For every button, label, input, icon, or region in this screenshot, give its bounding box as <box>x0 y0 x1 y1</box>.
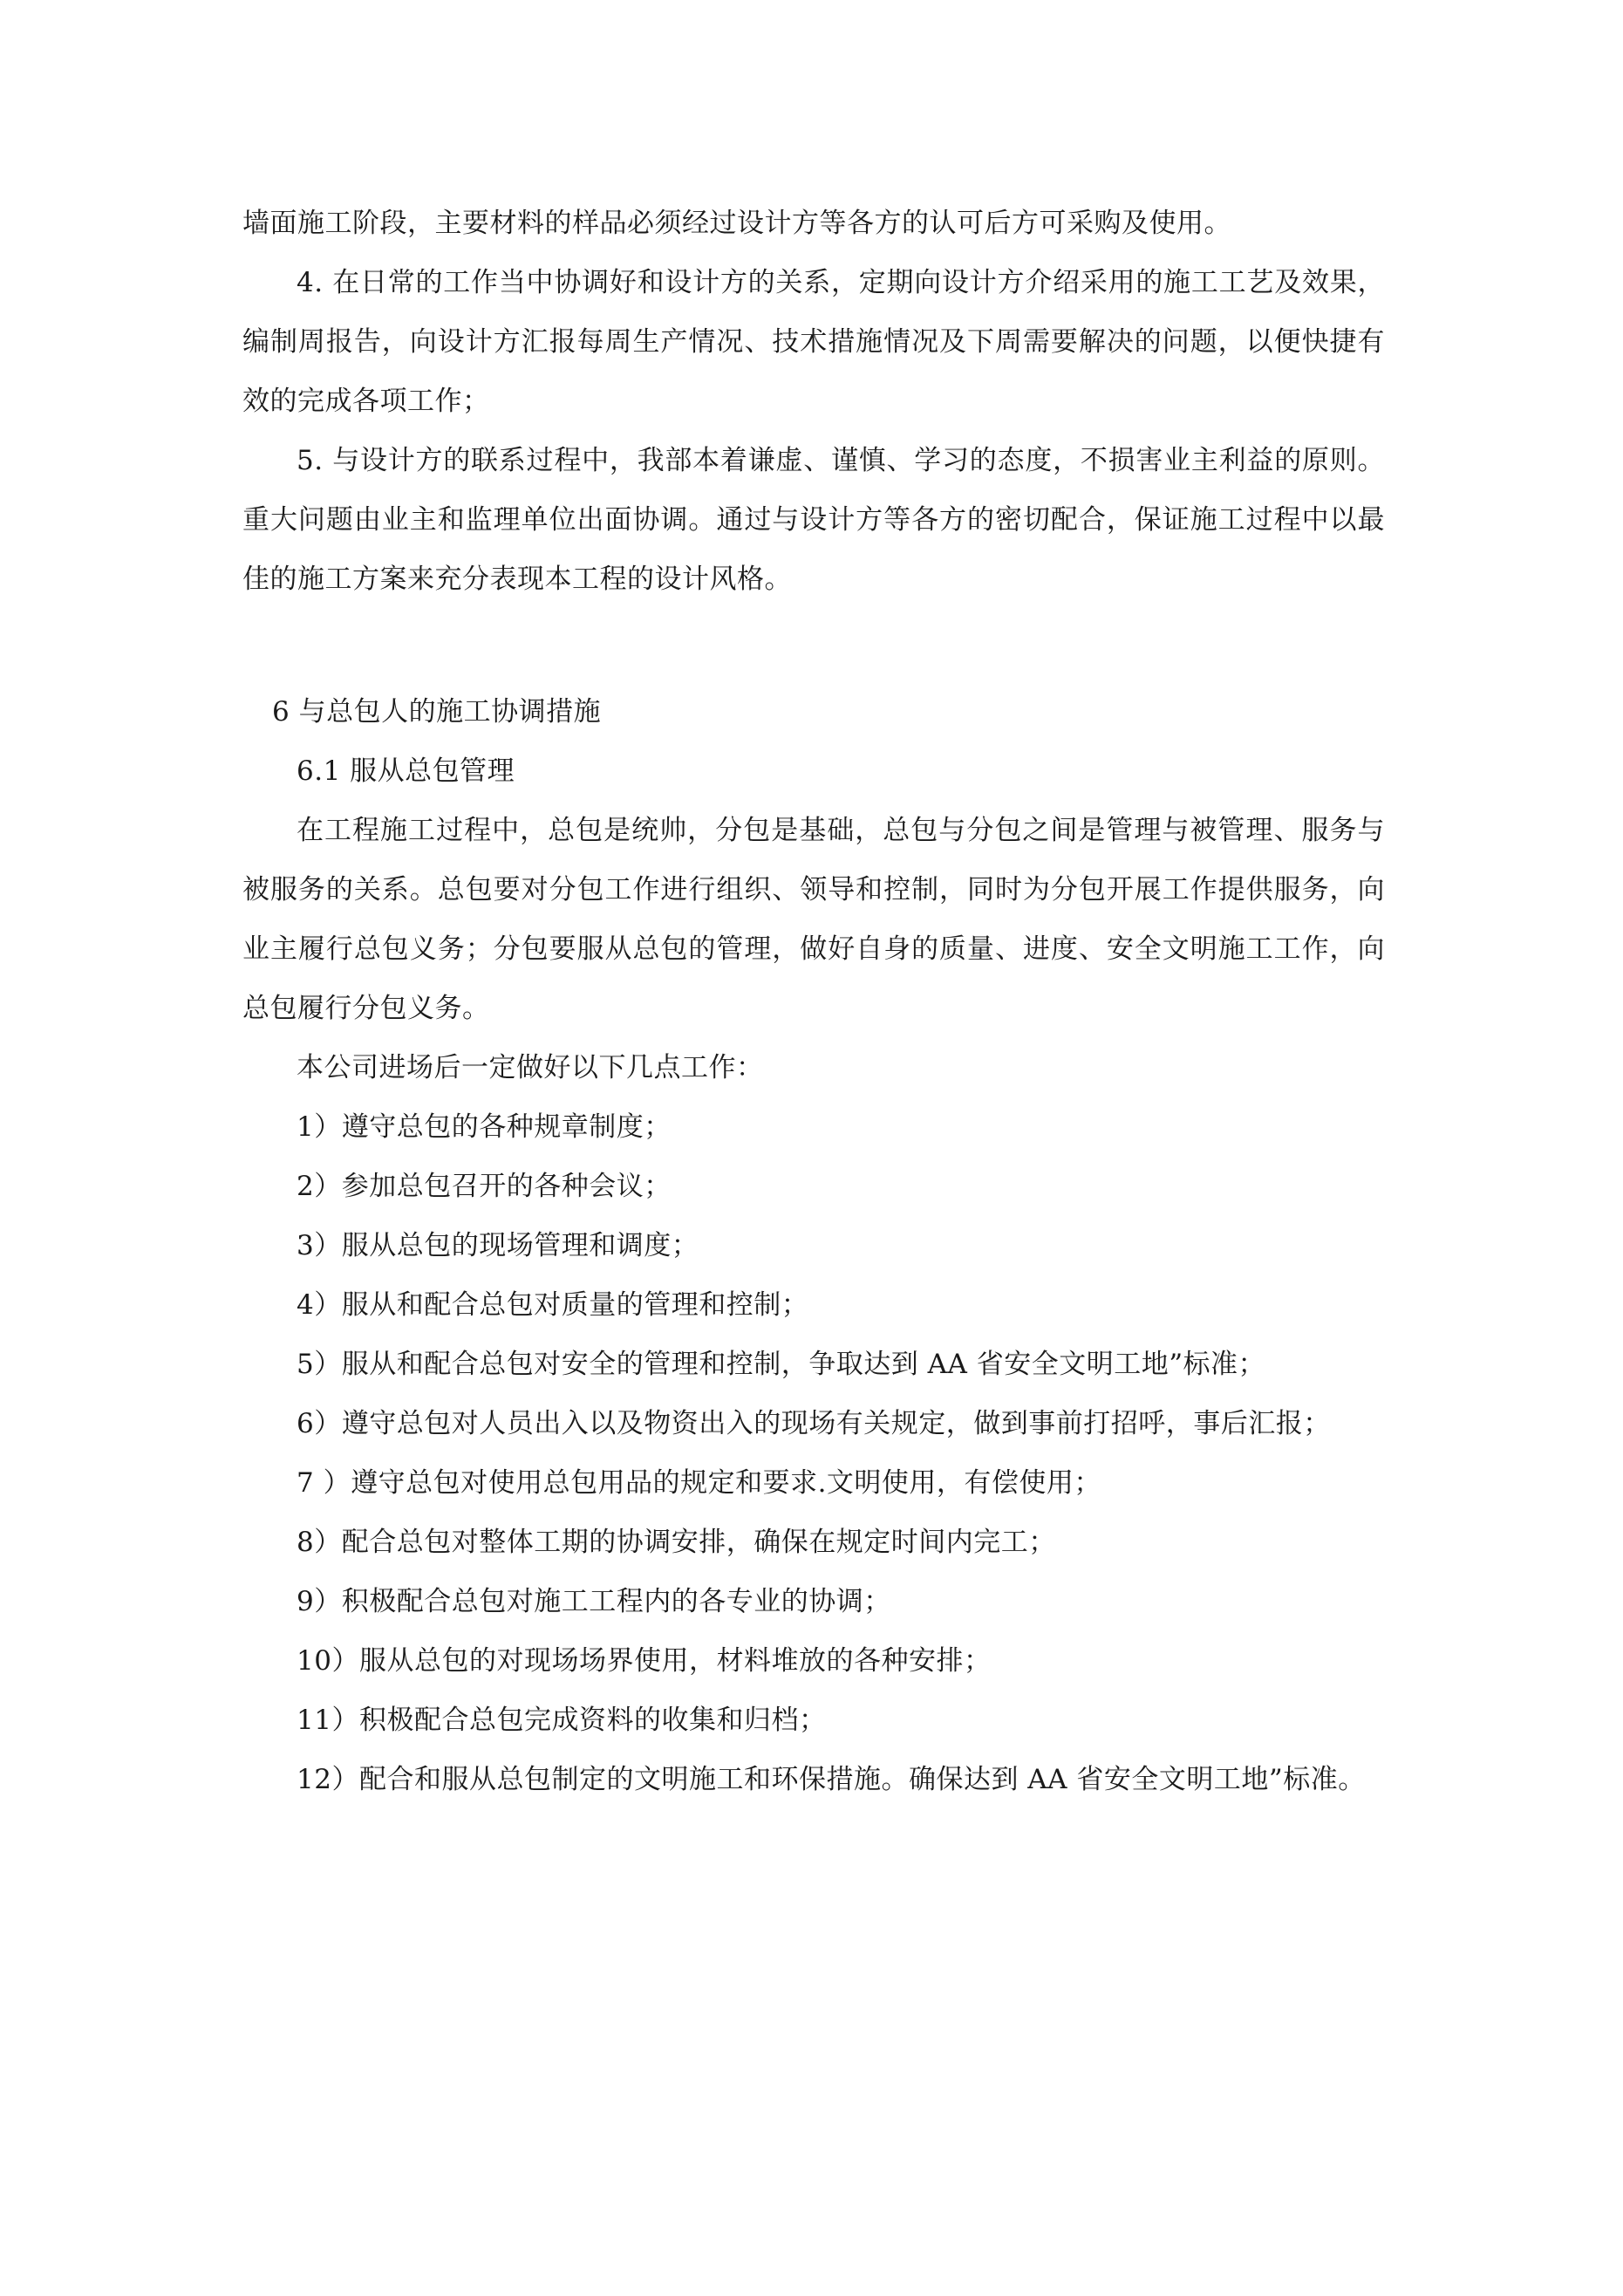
list-item: 12）配合和服从总包制定的文明施工和环保措施。确保达到 AA 省安全文明工地”标准。 <box>297 1764 1366 1795</box>
paragraph-continuation: 墙面施工阶段，主要材料的样品必须经过设计方等各方的认可后方可采购及使用。 <box>242 208 1231 239</box>
list-item: 6）遵守总包对人员出入以及物资出入的现场有关规定，做到事前打招呼，事后汇报； <box>297 1408 1331 1439</box>
list-item: 7 ）遵守总包对使用总包用品的规定和要求.文明使用，有偿使用； <box>297 1467 1101 1499</box>
list-item: 5）服从和配合总包对安全的管理和控制，争取达到 AA 省安全文明工地”标准； <box>297 1349 1266 1380</box>
list-item: 9）积极配合总包对施工工程内的各专业的协调； <box>297 1586 891 1617</box>
section-heading: 6 与总包人的施工协调措施 <box>272 696 602 728</box>
document-body <box>242 194 1385 1809</box>
list-intro: 本公司进场后一定做好以下几点工作： <box>297 1052 764 1083</box>
section-body-paragraph: 在工程施工过程中，总包是统帅，分包是基础，总包与分包之间是管理与被管理、服务与被服务的关系。总包要对分包工作进行组织、领导和控制，同时为分包开展工作提供服务，向业主履行总包义务；分包要服从总包的管理，做好自身的质量、进度、安全文明施工工作，向总包履行分包义务。 <box>242 815 1385 1024</box>
paragraph-item-5: 5. 与设计方的联系过程中，我部本着谦虚、谨慎、学习的态度，不损害业主利益的原则。重大问题由业主和监理单位出面协调。通过与设计方等各方的密切配合，保证施工过程中以最佳的施工方案来充分表现本工程的设计风格。 <box>242 445 1385 595</box>
list-item: 11）积极配合总包完成资料的收集和归档； <box>297 1705 827 1736</box>
subsection-heading: 6.1 服从总包管理 <box>297 755 515 787</box>
list-item: 2）参加总包召开的各种会议； <box>297 1171 672 1202</box>
list-item: 1）遵守总包的各种规章制度； <box>297 1111 672 1143</box>
list-item: 4）服从和配合总包对质量的管理和控制； <box>297 1289 809 1321</box>
list-item: 3）服从总包的现场管理和调度； <box>297 1230 699 1261</box>
list-item: 10）服从总包的对现场场界使用，材料堆放的各种安排； <box>297 1645 992 1677</box>
paragraph-item-4: 4. 在日常的工作当中协调好和设计方的关系，定期向设计方介绍采用的施工工艺及效果，编制周报告，向设计方汇报每周生产情况、技术措施情况及下周需要解决的问题，以便快捷有效的完成各项工作； <box>242 267 1385 417</box>
list-item: 8）配合总包对整体工期的协调安排，确保在规定时间内完工； <box>297 1527 1056 1558</box>
